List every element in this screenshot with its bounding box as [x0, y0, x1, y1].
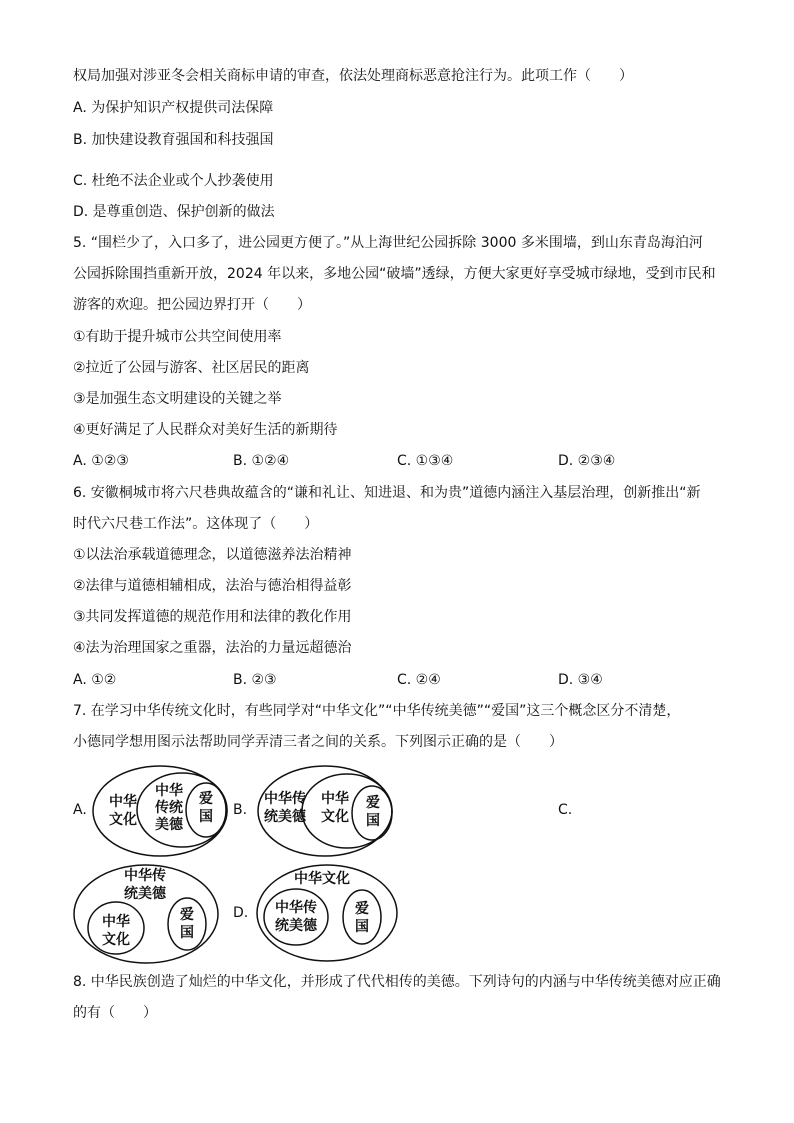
q5-statement-2: ②拉近了公园与游客、社区居民的距离 [73, 360, 310, 376]
q7-label-b: B. [233, 802, 248, 818]
q5-statement-4: ④更好满足了人民群众对美好生活的新期待 [73, 422, 338, 438]
q5-stem-line-1: 5. “围栏少了，入口多了，进公园更方便了。”从上海世纪公园拆除 3000 多米围墙，到山东青岛海泊河 [73, 235, 703, 251]
q5-choice-d: D. ②③④ [558, 453, 616, 469]
q7-stem-line-2: 小德同学想用图示法帮助同学弄清三者之间的关系。下列图示正确的是（ ） [73, 734, 563, 750]
q6-stem-line-2: 时代六尺巷工作法”。这体现了（ ） [73, 516, 319, 532]
q5-choice-a: A. ①②③ [73, 453, 129, 469]
q4-option-d: D. 是尊重创造、保护创新的做法 [73, 204, 275, 220]
q6-choice-b: B. ②③ [233, 672, 277, 688]
diagram-b [255, 763, 395, 859]
q8-stem-line-2: 的有（ ） [73, 1005, 157, 1021]
q5-choice-c: C. ①③④ [397, 453, 454, 469]
diagram-d-outer-label: 中华文化 [294, 871, 350, 887]
q7-label-d: D. [233, 905, 249, 921]
diagram-a [90, 763, 230, 859]
q5-stem-line-2: 公园拆除围挡重新开放，2024 年以来，多地公园“破墙”透绿，方便大家更好享受城市绿地，受到市民和 [73, 266, 716, 282]
diagram-c [71, 861, 221, 966]
q4-option-b: B. 加快建设教育强国和科技强国 [73, 132, 274, 148]
q6-choice-d: D. ③④ [558, 672, 603, 688]
q6-statement-1: ①以法治承载道德理念，以道德滋养法治精神 [73, 547, 352, 563]
diagram-d-right-label: 爱国 [355, 901, 369, 935]
diagram-c-left-label: 中华文化 [102, 914, 130, 948]
diagram-d [255, 862, 400, 964]
q5-choice-b: B. ①②④ [233, 453, 290, 469]
diagram-c-outer-label: 中华传统美德 [124, 868, 166, 902]
q7-label-a: A. [73, 802, 87, 818]
diagram-b-middle-label: 中华文化 [321, 791, 349, 825]
q4-option-a: A. 为保护知识产权提供司法保障 [73, 100, 274, 116]
diagram-d-right-ellipse [343, 890, 381, 944]
diagram-a-outer-label: 中华文化 [109, 794, 137, 828]
diagram-a-inner-label: 爱国 [199, 791, 213, 825]
diagram-d-left-label: 中华传统美德 [275, 900, 317, 934]
q6-choice-c: C. ②④ [397, 672, 441, 688]
q6-stem-line-1: 6. 安徽桐城市将六尺巷典故蕴含的“谦和礼让、知进退、和为贵”道德内涵注入基层治理，创新推出“新 [73, 485, 701, 501]
q6-statement-4: ④法为治理国家之重器，法治的力量远超德治 [73, 640, 352, 656]
diagram-b-inner-label: 爱国 [366, 795, 380, 829]
q7-stem-line-1: 7. 在学习中华传统文化时，有些同学对“中华文化”“中华传统美德”“爱国”这三个概念区分不清楚， [73, 703, 681, 719]
q4-option-c: C. 杜绝不法企业或个人抄袭使用 [73, 173, 274, 189]
q4-stem-tail: 权局加强对涉亚冬会相关商标申请的审查，依法处理商标恶意抢注行为。此项工作（ ） [73, 68, 633, 84]
q6-statement-2: ②法律与道德相辅相成，法治与德治相得益彰 [73, 578, 352, 594]
q6-choice-a: A. ①② [73, 672, 117, 688]
diagram-b-outer-label: 中华传统美德 [264, 791, 306, 825]
diagram-c-right-ellipse [168, 898, 206, 950]
diagram-d-left-ellipse [264, 889, 328, 945]
q5-statement-1: ①有助于提升城市公共空间使用率 [73, 329, 282, 345]
diagram-a-middle-label: 中华传统美德 [155, 783, 183, 833]
q5-statement-3: ③是加强生态文明建设的关键之举 [73, 391, 282, 407]
diagram-c-right-label: 爱国 [180, 907, 194, 941]
q5-stem-line-3: 游客的欢迎。把公园边界打开（ ） [73, 297, 311, 313]
q8-stem-line-1: 8. 中华民族创造了灿烂的中华文化，并形成了代代相传的美德。下列诗句的内涵与中华传统美德对应正确 [73, 974, 721, 990]
q6-statement-3: ③共同发挥道德的规范作用和法律的教化作用 [73, 609, 352, 625]
q7-label-c: C. [558, 802, 573, 818]
